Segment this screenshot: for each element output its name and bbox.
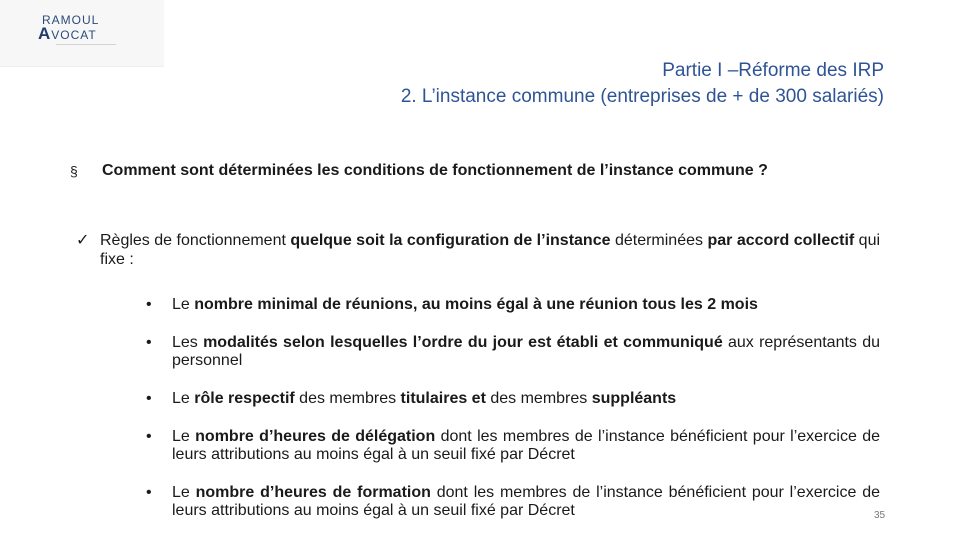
list-item — [146, 334, 880, 370]
item-text: dont les membres de l’instance bénéficient pour l’exercice de leurs attributions au moins égal à un seuil fixé par Décret — [172, 428, 881, 463]
item-text: Le — [172, 428, 196, 445]
item-text: dont les membres de l’instance bénéficient pour l’exercice de leurs attributions au moins égal à un seuil fixé par Décret — [172, 484, 880, 519]
item-text-bold: titulaires et — [400, 390, 486, 407]
item-text-bold: nombre d’heures de formation — [195, 484, 431, 501]
bullet-icon: • — [146, 390, 152, 407]
list-item — [146, 428, 880, 464]
bullet-icon: • — [146, 484, 152, 501]
list-item — [146, 484, 880, 520]
list-item — [146, 296, 880, 314]
rule-text-bold: par accord collectif — [707, 232, 855, 249]
rule-text-part: déterminées — [610, 232, 708, 249]
rule-text-part: Règles de fonctionnement — [100, 232, 291, 249]
item-text: Le — [172, 390, 195, 407]
section-bullet-icon: § — [70, 163, 78, 179]
slide-title — [401, 58, 884, 110]
item-text-bold: nombre minimal de réunions, au moins égal à une réunion tous les 2 mois — [194, 296, 758, 313]
logo — [0, 0, 164, 67]
item-text-bold: rôle respectif — [194, 390, 295, 407]
list-item — [146, 390, 880, 408]
checkmark-icon: ✓ — [76, 232, 90, 249]
item-text: Le — [172, 296, 195, 313]
provisions-list — [146, 296, 880, 520]
item-text: aux représentants du personnel — [172, 334, 880, 369]
item-text-bold: modalités selon lesquelles l’ordre du jour est établi et communiqué — [203, 334, 723, 351]
page-number: 35 — [874, 510, 886, 521]
logo-divider — [56, 44, 116, 45]
item-text: Le — [172, 484, 196, 501]
rule-text-part: qui fixe : — [100, 232, 881, 268]
logo-initial-r: R — [42, 13, 52, 27]
title-line-1: Partie I –Réforme des IRP — [662, 60, 884, 81]
logo-word-amoul: AMOUL — [51, 13, 100, 27]
logo-text — [38, 14, 99, 42]
logo-word-vocat: VOCAT — [51, 28, 97, 42]
item-text: des membres — [485, 390, 592, 407]
item-text-bold: suppléants — [591, 390, 677, 407]
bullet-icon: • — [146, 334, 152, 351]
rule-text — [76, 231, 880, 269]
question-block — [70, 162, 880, 180]
bullet-icon: • — [146, 296, 152, 313]
rule-text-bold: quelque soit la configuration de l’instance — [290, 232, 611, 249]
question-text: Comment sont déterminées les conditions de fonctionnement de l’instance commune ? — [102, 162, 768, 179]
title-line-2: 2. L’instance commune (entreprises de + de 300 salariés) — [400, 86, 884, 107]
item-text-bold: nombre d’heures de délégation — [195, 428, 436, 445]
logo-initial-a: A — [38, 24, 52, 43]
rule-block — [76, 231, 880, 269]
item-text: des membres — [294, 390, 401, 407]
item-text: Les — [172, 334, 204, 351]
bullet-icon: • — [146, 428, 152, 445]
